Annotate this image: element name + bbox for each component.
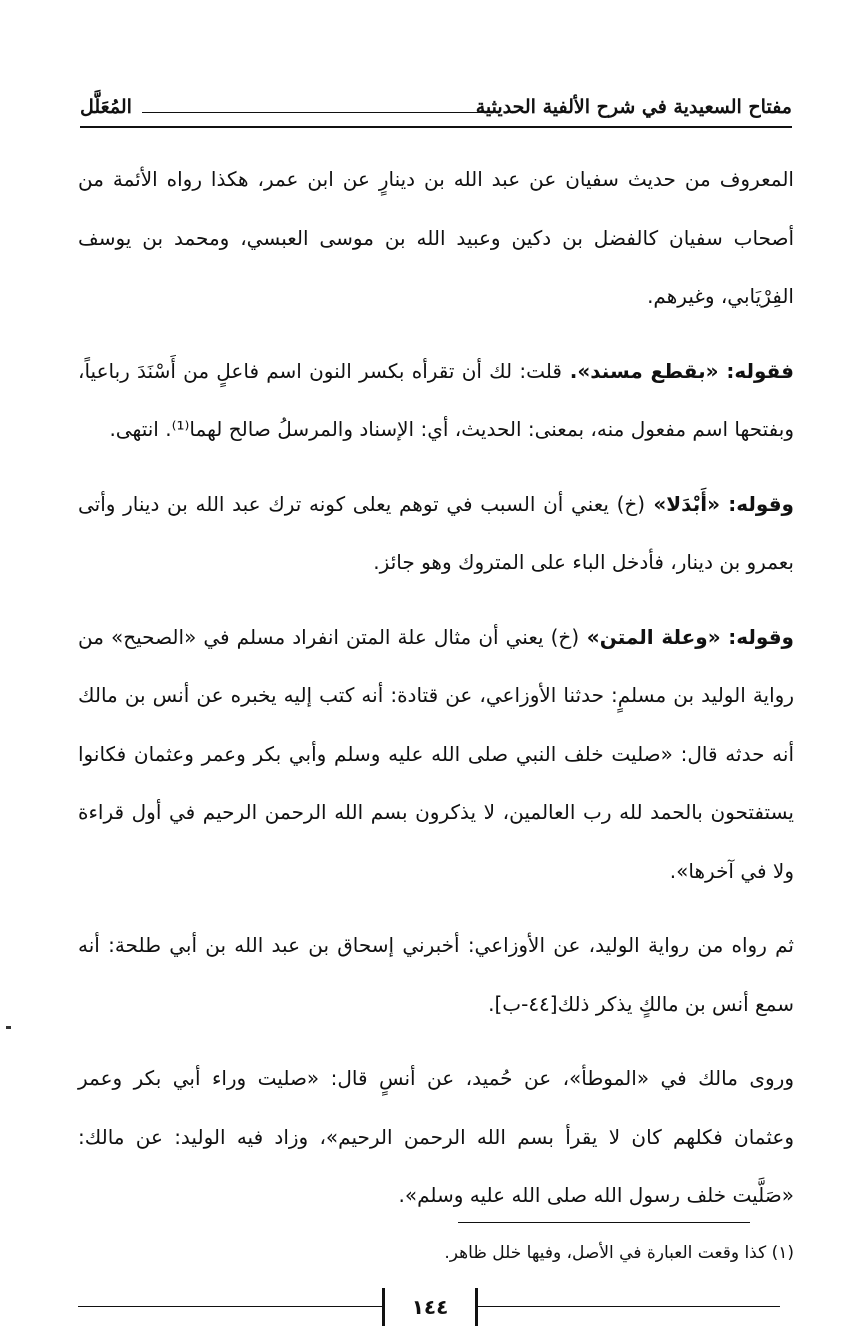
paragraph-text: وروى مالك في «الموطأ»، عن حُميد، عن أنسٍ قال: «صليت وراء أبي بكر وعمر وعثمان فكلهم كان لا يقرأ بسم الله الرحمن الرحيم»، وزاد فيه الوليد: عن مالك: «صَلَّيت خلف رسول الله صلى الله عليه وسلم». [78, 1066, 794, 1207]
paragraph-5 [78, 916, 794, 1033]
paragraph-1 [78, 150, 794, 326]
paragraph-text: ثم رواه من رواية الوليد، عن الأوزاعي: أخبرني إسحاق بن عبد الله بن أبي طلحة: أنه سمع أنس بن مالكٍ يذكر ذلك[٤٤-ب]. [78, 933, 794, 1016]
paragraph-3 [78, 475, 794, 592]
page-number: ١٤٤ [411, 1295, 449, 1319]
paragraph-text: قلت: لك أن تقرأه بكسر النون اسم فاعلٍ من أَسْنَدَ رباعياً، وبفتحها اسم مفعول منه، بمعنى: الحديث، أي: الإسناد والمرسلُ صالح لهما⁽¹⁾. انتهى. [78, 358, 794, 441]
paragraph-text: (خ) يعني أن مثال علة المتن انفراد مسلم في «الصحيح» من رواية الوليد بن مسلمٍ: حدثنا الأوزاعي، عن قتادة: أنه كتب إليه يخبره عن أنس بن مالك أنه حدثه قال: «صليت خلف النبي صلى الله عليه وسلم وأبي بكر وعمر وعثمان فكانوا يستفتحون بالحمد لله رب العالمين، لا يذكرون بسم الله الرحمن الرحيم في أول قراءة ولا في آخرها». [78, 624, 794, 883]
footer-rule-right [478, 1306, 780, 1307]
footer-rule-left [78, 1306, 382, 1307]
book-title: مفتاح السعيدية في شرح الألفية الحديثية [475, 96, 792, 118]
chapter-title: المُعَلَّل [80, 96, 132, 118]
footnote: (١) كذا وقعت العبارة في الأصل، وفيها خلل ظاهر. [444, 1243, 794, 1263]
margin-mark [6, 1026, 11, 1029]
page-number-frame [382, 1288, 478, 1326]
running-header [80, 96, 792, 128]
paragraph-lead: وقوله: «وعلة المتن» [579, 624, 794, 649]
paragraph-lead: وقوله: «أَبْدَلا» [645, 491, 794, 516]
footnote-separator [458, 1222, 750, 1223]
paragraph-lead: فقوله: «بقطع مسند». [561, 358, 794, 383]
paragraph-4 [78, 608, 794, 901]
paragraph-text: المعروف من حديث سفيان عن عبد الله بن دينارٍ عن ابن عمر، هكذا رواه الأئمة من أصحاب سفيان كالفضل بن دكين وعبيد الله بن موسى العبسي، ومحمد بن يوسف الفِرْيَابي، وغيرهم. [78, 167, 794, 308]
page-body [78, 150, 794, 1241]
paragraph-6 [78, 1049, 794, 1225]
header-underline [80, 126, 792, 128]
paragraph-2 [78, 342, 794, 459]
paragraph-text: (خ) يعني أن السبب في توهم يعلى كونه ترك عبد الله بن دينار وأتى بعمرو بن دينار، فأدخل الباء على المتروك وهو جائز. [78, 491, 794, 574]
header-rule [142, 112, 494, 113]
